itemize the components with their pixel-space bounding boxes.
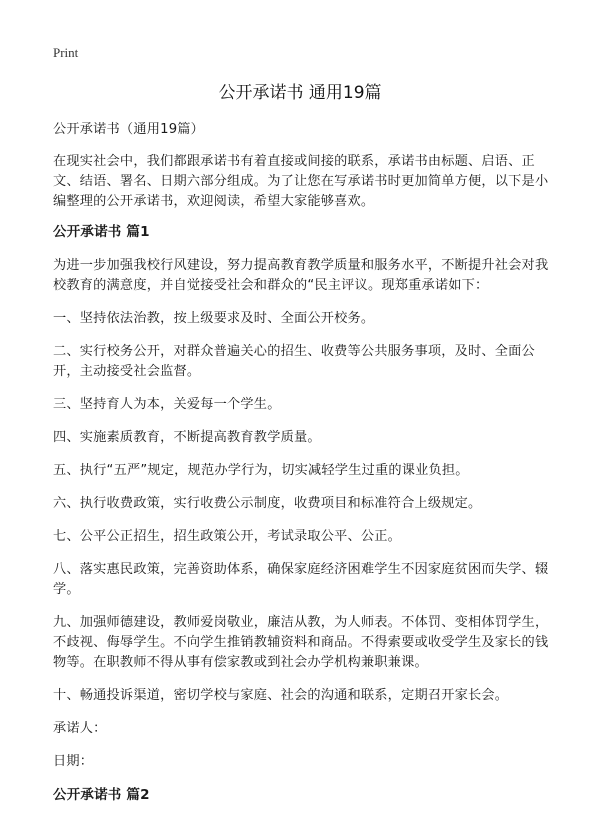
commitment-item: 八、落实惠民政策，完善资助体系，确保家庭经济困难学生不因家庭贫困而失学、辍学。	[53, 562, 549, 597]
signature-label: 承诺人：	[53, 721, 107, 736]
section-lead-paragraph: 为进一步加强我校行风建设，努力提高教育教学质量和服务水平，不断提升社会对我校教育的满意度，并自觉接受社会和群众的“民主评议。现郑重承诺如下：	[53, 258, 549, 293]
document-subtitle: 公开承诺书（通用19篇）	[53, 122, 205, 137]
commitment-item: 七、公平公正招生，招生政策公开，考试录取公平、公正。	[53, 529, 402, 544]
commitment-item: 一、坚持依法治教，按上级要求及时、全面公开校务。	[53, 311, 375, 326]
document-body	[53, 120, 549, 819]
commitment-item: 五、执行“五严”规定，规范办学行为，切实减轻学生过重的课业负担。	[53, 463, 469, 478]
commitment-item: 六、执行收费政策，实行收费公示制度，收费项目和标准符合上级规定。	[53, 496, 482, 511]
commitment-item: 三、坚持育人为本，关爱每一个学生。	[53, 397, 281, 412]
commitment-item: 九、加强师德建设，教师爱岗敬业，廉洁从教，为人师表。不体罚、变相体罚学生，不歧视、侮辱学生。不向学生推销教辅资料和商品。不得索要或收受学生及家长的钱物等。在职教师不得从事有偿家教或到社会办学机构兼职兼课。	[53, 615, 549, 670]
page-title: 公开承诺书 通用19篇	[218, 83, 382, 103]
intro-paragraph: 在现实社会中，我们都跟承诺书有着直接或间接的联系，承诺书由标题、启语、正文、结语、署名、日期六部分组成。为了让您在写承诺书时更加简单方便，以下是小编整理的公开承诺书，欢迎阅读，希望大家能够喜欢。	[53, 154, 549, 209]
section-heading-2: 公开承诺书 篇2	[53, 787, 150, 803]
date-label: 日期：	[53, 754, 94, 769]
print-link[interactable]: Print	[53, 45, 79, 60]
commitment-item: 十、畅通投诉渠道，密切学校与家庭、社会的沟通和联系，定期召开家长会。	[53, 688, 509, 703]
section-heading-1: 公开承诺书 篇1	[53, 224, 150, 240]
commitment-item: 二、实行校务公开，对群众普遍关心的招生、收费等公共服务事项，及时、全面公开，主动接受社会监督。	[53, 344, 535, 379]
commitment-item: 四、实施素质教育，不断提高教育教学质量。	[53, 430, 321, 445]
